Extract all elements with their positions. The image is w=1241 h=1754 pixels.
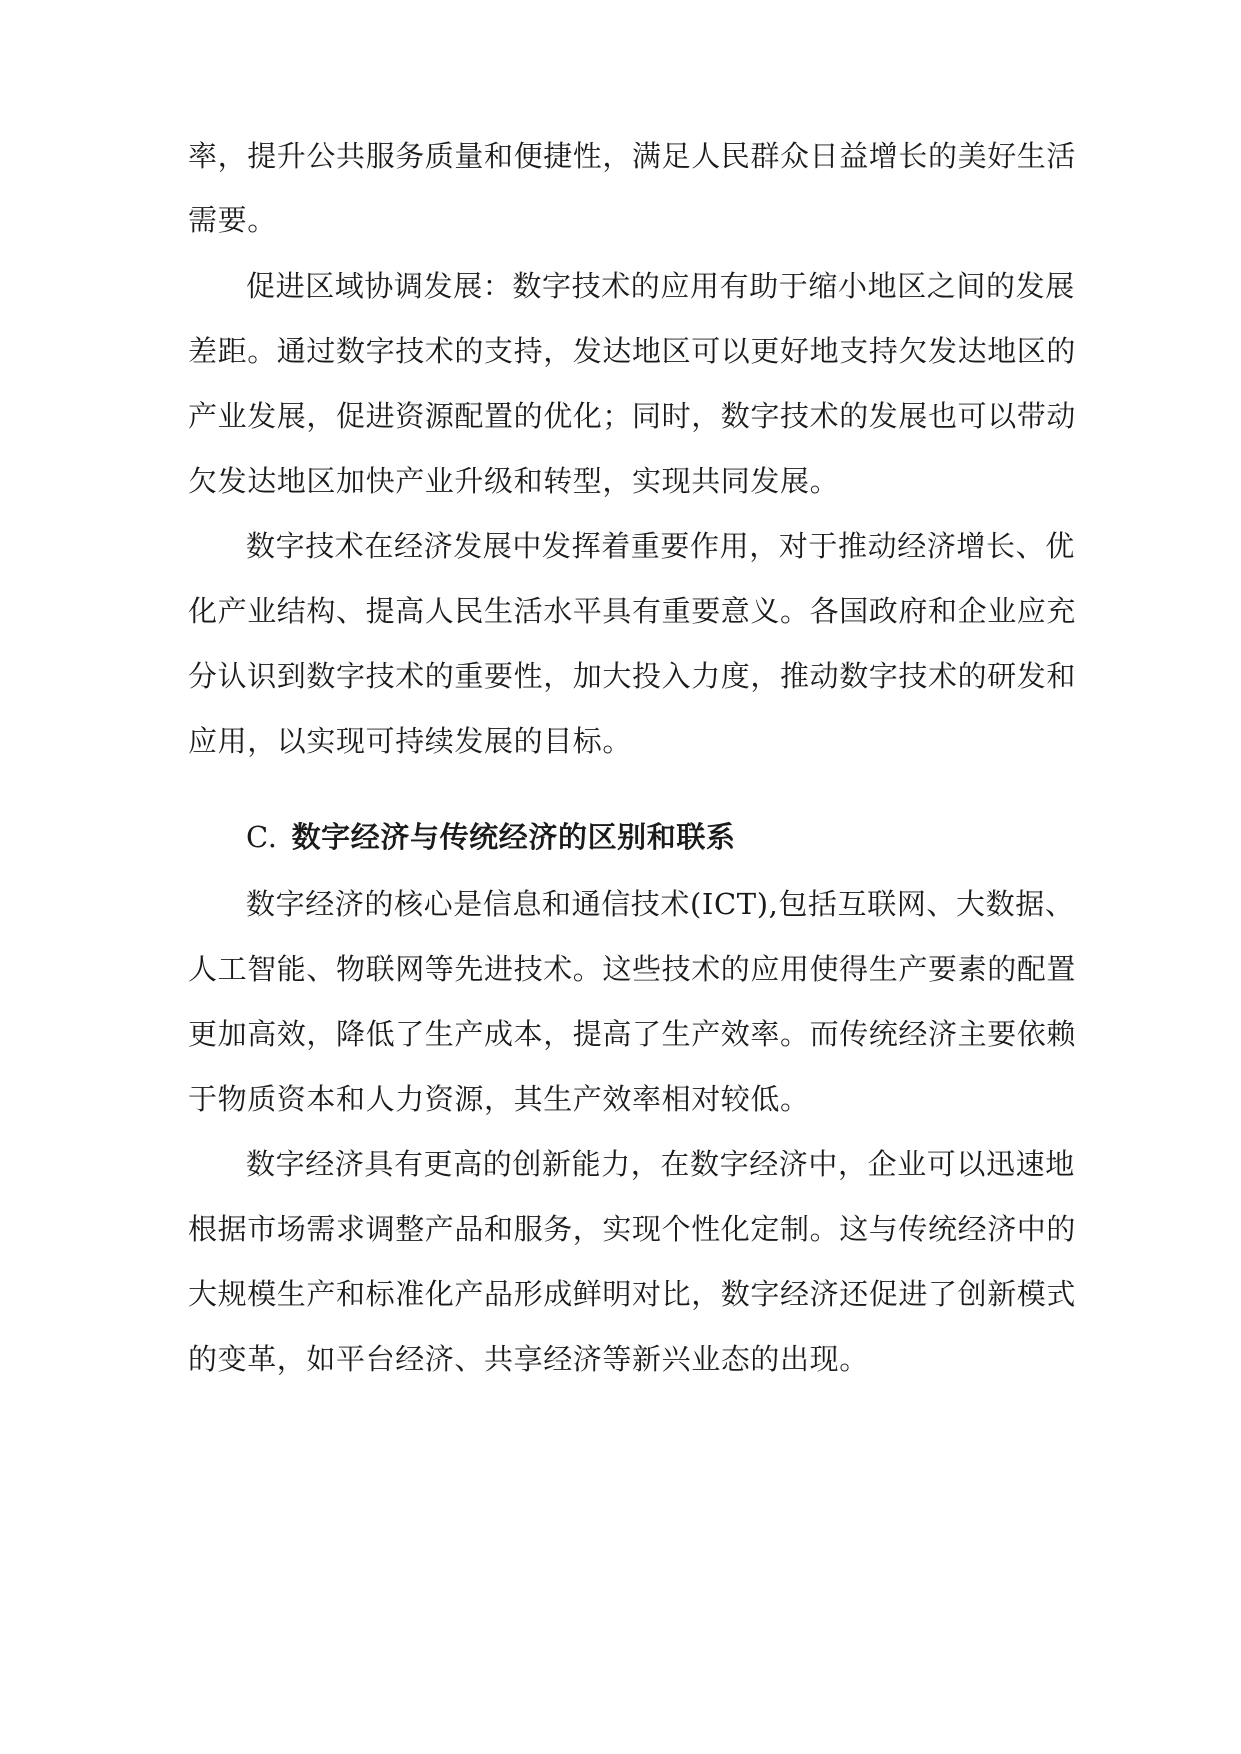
paragraph-4-line-2: 人工智能、物联网等先进技术。这些技术的应用使得生产要素的配置 [188,952,1077,986]
section-heading [246,817,736,857]
paragraph-2-line-3: 产业发展，促进资源配置的优化；同时，数字技术的发展也可以带动 [188,399,1077,433]
paragraph-3-line-4: 应用，以实现可持续发展的目标。 [188,724,633,758]
paragraph-5-line-4: 的变革，如平台经济、共享经济等新兴业态的出现。 [188,1342,869,1376]
paragraph-1-line-1: 率，提升公共服务质量和便捷性，满足人民群众日益增长的美好生活 [188,139,1077,173]
paragraph-3-line-2: 化产业结构、提高人民生活水平具有重要意义。各国政府和企业应充 [188,594,1077,628]
paragraph-4-line-1: 数字经济的核心是信息和通信技术(ICT),包括互联网、大数据、 [246,887,1075,921]
paragraph-4-line-3: 更加高效，降低了生产成本，提高了生产效率。而传统经济主要依赖 [188,1017,1077,1051]
paragraph-4-line-4: 于物质资本和人力资源，其生产效率相对较低。 [188,1082,810,1116]
paragraph-1-line-2: 需要。 [188,203,277,237]
section-label: C. [246,820,278,854]
paragraph-5-line-3: 大规模生产和标准化产品形成鲜明对比，数字经济还促进了创新模式 [188,1277,1077,1311]
paragraph-5-line-2: 根据市场需求调整产品和服务，实现个性化定制。这与传统经济中的 [188,1212,1077,1246]
paragraph-3-line-1: 数字技术在经济发展中发挥着重要作用，对于推动经济增长、优 [246,529,1075,563]
paragraph-2-line-1: 促进区域协调发展：数字技术的应用有助于缩小地区之间的发展 [246,269,1075,303]
paragraph-5-line-1: 数字经济具有更高的创新能力，在数字经济中，企业可以迅速地 [246,1147,1075,1181]
paragraph-3-line-3: 分认识到数字技术的重要性，加大投入力度，推动数字技术的研发和 [188,659,1077,693]
paragraph-2-line-2: 差距。通过数字技术的支持，发达地区可以更好地支持欠发达地区的 [188,334,1077,368]
paragraph-2-line-4: 欠发达地区加快产业升级和转型，实现共同发展。 [188,464,840,498]
section-title: 数字经济与传统经济的区别和联系 [291,820,736,854]
